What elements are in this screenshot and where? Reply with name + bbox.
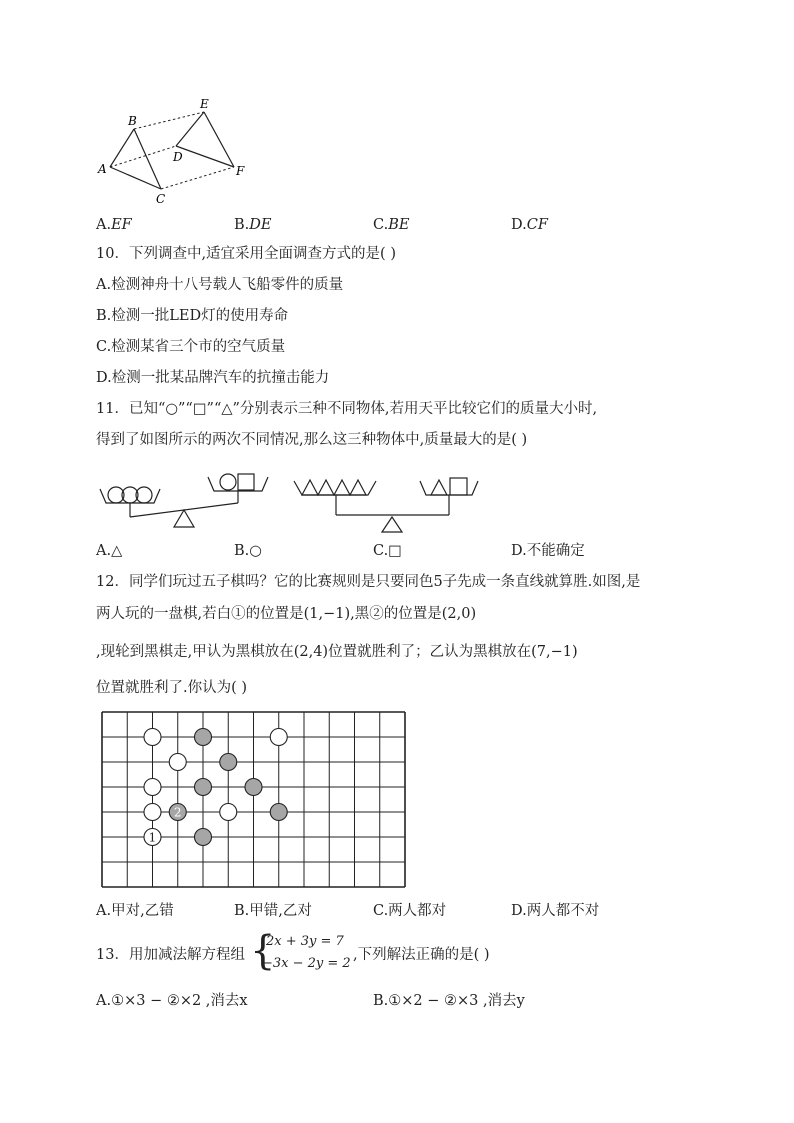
q11-option-d[interactable]: D.不能确定 xyxy=(511,543,585,559)
q12-stem-line2: 两人玩的一盘棋,若白①的位置是(1,−1),黑②的位置是(2,0) xyxy=(96,606,477,622)
black-stone xyxy=(195,779,212,796)
fulcrum-triangle xyxy=(382,517,402,532)
q11-stem-line1: 11．已知“○”“□”“△”分别表示三种不同物体,若用天平比较它们的质量大小时, xyxy=(96,401,598,417)
white-stone xyxy=(169,754,186,771)
edge-df xyxy=(176,146,234,167)
triangle-object xyxy=(318,480,334,495)
q11-option-b[interactable]: B.○ xyxy=(234,543,262,559)
fulcrum-triangle xyxy=(174,510,194,527)
q9-option-c[interactable]: C.BE xyxy=(373,217,410,233)
q12-option-d[interactable]: D.两人都不对 xyxy=(511,903,600,919)
q13-option-b[interactable]: B.①×2 − ②×3 ,消去y xyxy=(373,993,525,1009)
black-stone xyxy=(245,779,262,796)
triangle-object xyxy=(302,480,318,495)
q10-option-d[interactable]: D.检测一批某品牌汽车的抗撞击能力 xyxy=(96,370,330,386)
q12-option-a[interactable]: A.甲对,乙错 xyxy=(96,903,174,919)
q13-stem-suffix: ,下列解法正确的是( ) xyxy=(353,947,490,963)
gomoku-board xyxy=(101,711,406,888)
q10-option-b[interactable]: B.检测一批LED灯的使用寿命 xyxy=(96,308,289,324)
white-stone xyxy=(144,779,161,796)
equation-brace: { xyxy=(250,928,276,974)
q12-option-b[interactable]: B.甲错,乙对 xyxy=(234,903,312,919)
edge-ef xyxy=(204,112,234,167)
q9-option-b[interactable]: B.DE xyxy=(234,217,272,233)
q12-stem-line4: 位置就胜利了.你认为( ) xyxy=(96,680,248,696)
triangle-object xyxy=(350,480,366,495)
q11-stem-line2: 得到了如图所示的两次不同情况,那么这三种物体中,质量最大的是( ) xyxy=(96,432,528,448)
prism-figure xyxy=(96,95,256,210)
black-stone xyxy=(195,829,212,846)
edge-be-dashed xyxy=(134,112,204,129)
q10-stem: 10．下列调查中,适宜采用全面调查方式的是( ) xyxy=(96,246,396,262)
q9-option-a[interactable]: A.EF xyxy=(96,217,132,233)
white-stone xyxy=(270,729,287,746)
label-d: D xyxy=(173,150,183,164)
stone-label: 2 xyxy=(173,805,182,820)
circle-object xyxy=(220,474,236,490)
q11-option-a[interactable]: A.△ xyxy=(96,543,123,559)
black-stone xyxy=(220,754,237,771)
white-stone xyxy=(144,729,161,746)
edge-de xyxy=(176,112,204,146)
white-stone xyxy=(144,804,161,821)
equation-1: 2x + 3y = 7 xyxy=(266,934,344,949)
label-e: E xyxy=(200,97,209,111)
white-stone xyxy=(220,804,237,821)
equation-2: −3x − 2y = 2 xyxy=(262,956,351,971)
edge-bc xyxy=(134,129,161,189)
edge-cf-dashed xyxy=(161,167,234,189)
q10-option-c[interactable]: C.检测某省三个市的空气质量 xyxy=(96,339,286,355)
label-b: B xyxy=(128,114,137,128)
edge-ab xyxy=(110,129,134,167)
stone-label: 1 xyxy=(148,830,157,845)
q9-option-d[interactable]: D.CF xyxy=(511,217,548,233)
triangle-object xyxy=(431,480,447,495)
q13-option-a[interactable]: A.①×3 − ②×2 ,消去x xyxy=(96,993,248,1009)
balance-figure-right xyxy=(292,465,482,535)
black-stone xyxy=(195,729,212,746)
square-object xyxy=(450,478,467,495)
label-a: A xyxy=(98,162,107,176)
black-stone xyxy=(270,804,287,821)
triangle-object xyxy=(334,480,350,495)
label-f: F xyxy=(236,164,245,178)
q13-stem-prefix: 13．用加减法解方程组 xyxy=(96,947,245,963)
square-object xyxy=(238,474,254,490)
q11-option-c[interactable]: C.□ xyxy=(373,543,402,559)
q12-stem-line1: 12．同学们玩过五子棋吗？它的比赛规则是只要同色5子先成一条直线就算胜.如图,是 xyxy=(96,574,641,590)
q10-option-a[interactable]: A.检测神舟十八号载人飞船零件的质量 xyxy=(96,277,344,293)
q12-stem-line3: ,现轮到黑棋走,甲认为黑棋放在(2,4)位置就胜利了；乙认为黑棋放在(7,−1) xyxy=(96,644,578,660)
label-c: C xyxy=(156,192,166,206)
edge-ac xyxy=(110,167,161,189)
balance-figure-left xyxy=(96,465,276,535)
q12-option-c[interactable]: C.两人都对 xyxy=(373,903,447,919)
